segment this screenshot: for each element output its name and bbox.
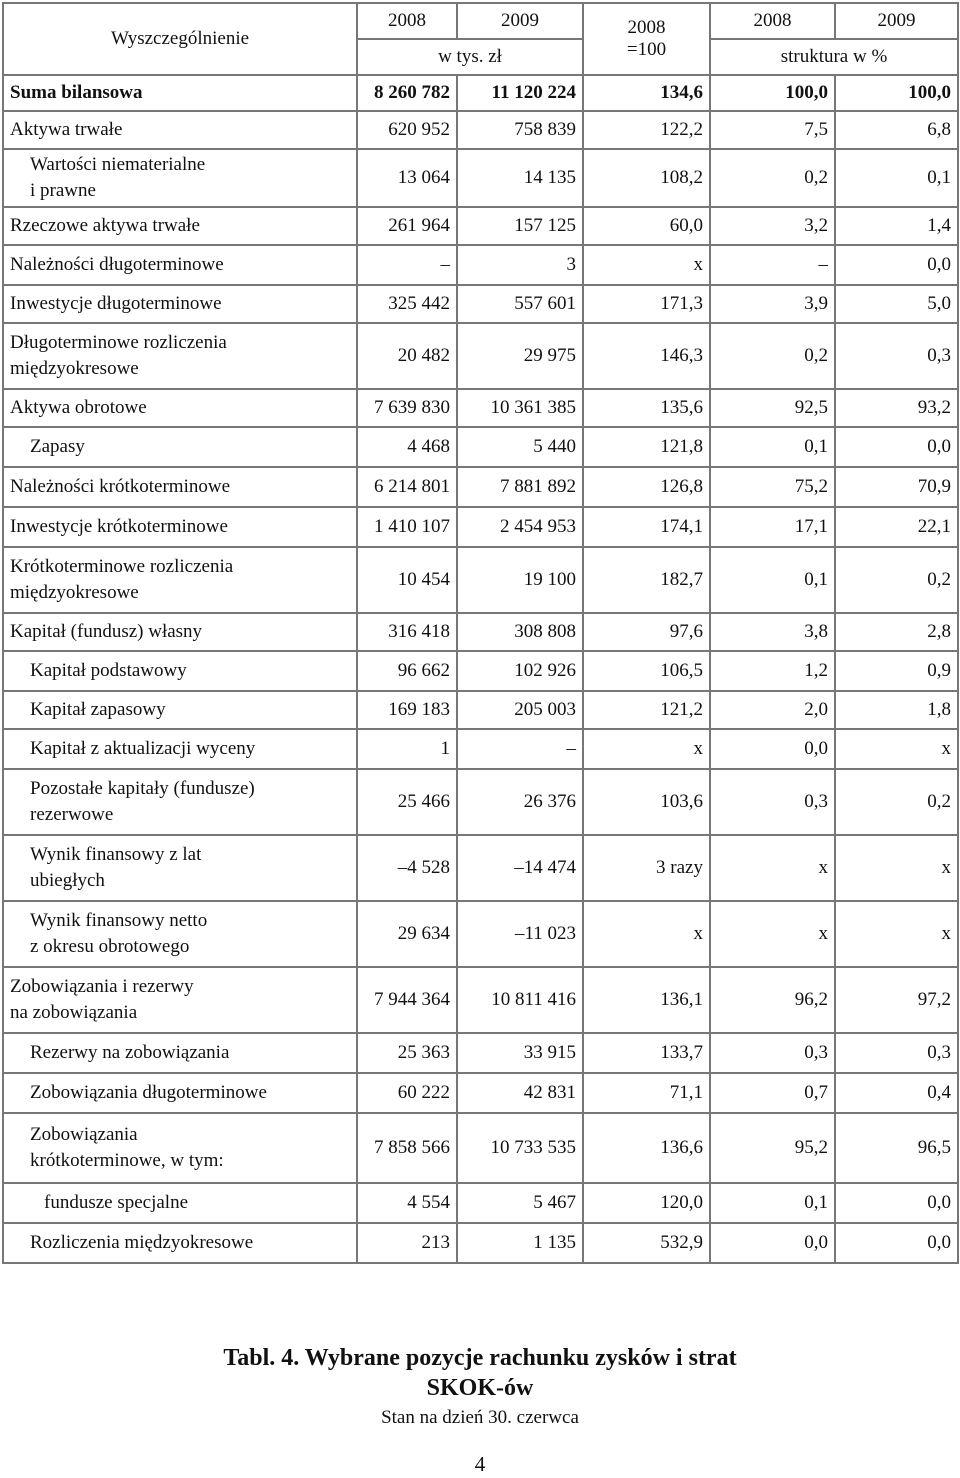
row-label: fundusze specjalne — [3, 1183, 357, 1223]
value-2009: 2 454 953 — [457, 507, 583, 547]
table-row — [3, 389, 958, 427]
value-2009: 308 808 — [457, 613, 583, 651]
structure-2008: 100,0 — [710, 75, 835, 111]
header-unit-structure: struktura w % — [710, 39, 958, 75]
table-row — [3, 967, 958, 1033]
row-label: Zobowiązania długoterminowe — [3, 1073, 357, 1113]
structure-2008: 0,1 — [710, 1183, 835, 1223]
table-row — [3, 1073, 958, 1113]
value-2009: 29 975 — [457, 323, 583, 389]
row-label: Należności długoterminowe — [3, 245, 357, 285]
row-label: Inwestycje krótkoterminowe — [3, 507, 357, 547]
index-2008-100: 135,6 — [583, 389, 710, 427]
structure-2008: 7,5 — [710, 111, 835, 149]
row-label: Wartości niematerialne i prawne — [3, 149, 357, 207]
value-2008: 261 964 — [357, 207, 457, 245]
row-label: Należności krótkoterminowe — [3, 467, 357, 507]
value-2009: 102 926 — [457, 651, 583, 691]
value-2008: 7 639 830 — [357, 389, 457, 427]
table-row — [3, 835, 958, 901]
header-year-2009: 2009 — [457, 3, 583, 39]
table-row — [3, 323, 958, 389]
page-number: 4 — [474, 1452, 486, 1476]
structure-2008: 0,0 — [710, 729, 835, 769]
structure-2008: 0,0 — [710, 1223, 835, 1263]
row-label: Kapitał (fundusz) własny — [3, 613, 357, 651]
structure-2009: 0,2 — [835, 547, 958, 613]
index-2008-100: 122,2 — [583, 111, 710, 149]
structure-2009: 0,0 — [835, 1223, 958, 1263]
index-2008-100: 106,5 — [583, 651, 710, 691]
index-2008-100: 146,3 — [583, 323, 710, 389]
index-2008-100: x — [583, 245, 710, 285]
structure-2009: 2,8 — [835, 613, 958, 651]
value-2009: 5 440 — [457, 427, 583, 467]
row-label: Kapitał z aktualizacji wyceny — [3, 729, 357, 769]
table-body — [3, 75, 958, 1263]
index-2008-100: 103,6 — [583, 769, 710, 835]
header-year-2008: 2008 — [357, 3, 457, 39]
value-2009: 205 003 — [457, 691, 583, 729]
index-2008-100: 532,9 — [583, 1223, 710, 1263]
row-label: Rezerwy na zobowiązania — [3, 1033, 357, 1073]
value-2009: 1 135 — [457, 1223, 583, 1263]
row-label: Wynik finansowy netto z okresu obrotowego — [3, 901, 357, 967]
row-label: Kapitał zapasowy — [3, 691, 357, 729]
index-2008-100: 60,0 — [583, 207, 710, 245]
structure-2008: 3,2 — [710, 207, 835, 245]
table-row — [3, 285, 958, 323]
value-2008: 25 466 — [357, 769, 457, 835]
structure-2009: 0,3 — [835, 323, 958, 389]
structure-2009: 0,3 — [835, 1033, 958, 1073]
structure-2009: 6,8 — [835, 111, 958, 149]
value-2009: 557 601 — [457, 285, 583, 323]
structure-2009: 0,2 — [835, 769, 958, 835]
table-caption-title: Tabl. 4. Wybrane pozycje rachunku zysków i strat — [223, 1345, 737, 1371]
structure-2008: 0,1 — [710, 427, 835, 467]
value-2009: 42 831 — [457, 1073, 583, 1113]
table-row — [3, 1183, 958, 1223]
structure-2008: 0,2 — [710, 149, 835, 207]
value-2009: –14 474 — [457, 835, 583, 901]
index-2008-100: 126,8 — [583, 467, 710, 507]
structure-2008: 96,2 — [710, 967, 835, 1033]
value-2009: 26 376 — [457, 769, 583, 835]
value-2008: 8 260 782 — [357, 75, 457, 111]
structure-2008: 0,7 — [710, 1073, 835, 1113]
table-row — [3, 691, 958, 729]
table-row — [3, 547, 958, 613]
structure-2008: – — [710, 245, 835, 285]
value-2008: 4 554 — [357, 1183, 457, 1223]
structure-2008: 0,3 — [710, 769, 835, 835]
value-2008: 96 662 — [357, 651, 457, 691]
value-2009: 157 125 — [457, 207, 583, 245]
table-row — [3, 1033, 958, 1073]
table-row — [3, 75, 958, 111]
header-structure-2009: 2009 — [835, 3, 958, 39]
index-2008-100: 182,7 — [583, 547, 710, 613]
structure-2008: 3,8 — [710, 613, 835, 651]
row-label: Rozliczenia międzyokresowe — [3, 1223, 357, 1263]
index-2008-100: 133,7 — [583, 1033, 710, 1073]
table-row — [3, 769, 958, 835]
structure-2008: 3,9 — [710, 285, 835, 323]
value-2008: 6 214 801 — [357, 467, 457, 507]
value-2009: 33 915 — [457, 1033, 583, 1073]
table-row — [3, 1223, 958, 1263]
structure-2008: 2,0 — [710, 691, 835, 729]
row-label: Aktywa obrotowe — [3, 389, 357, 427]
value-2008: 169 183 — [357, 691, 457, 729]
table-row — [3, 245, 958, 285]
index-2008-100: 171,3 — [583, 285, 710, 323]
value-2008: 1 — [357, 729, 457, 769]
index-2008-100: 121,8 — [583, 427, 710, 467]
index-2008-100: 120,0 — [583, 1183, 710, 1223]
value-2008: 60 222 — [357, 1073, 457, 1113]
structure-2009: 0,0 — [835, 1183, 958, 1223]
structure-2008: 1,2 — [710, 651, 835, 691]
value-2009: 10 361 385 — [457, 389, 583, 427]
value-2009: 19 100 — [457, 547, 583, 613]
structure-2008: x — [710, 901, 835, 967]
value-2008: 10 454 — [357, 547, 457, 613]
structure-2009: 100,0 — [835, 75, 958, 111]
index-2008-100: 108,2 — [583, 149, 710, 207]
table-row — [3, 467, 958, 507]
structure-2009: x — [835, 729, 958, 769]
structure-2008: 0,3 — [710, 1033, 835, 1073]
header-item-label: Wyszczególnienie — [3, 3, 357, 75]
index-2008-100: 97,6 — [583, 613, 710, 651]
index-2008-100: 71,1 — [583, 1073, 710, 1113]
table-row — [3, 729, 958, 769]
row-label: Wynik finansowy z lat ubiegłych — [3, 835, 357, 901]
row-label: Zapasy — [3, 427, 357, 467]
row-label: Pozostałe kapitały (fundusze) rezerwowe — [3, 769, 357, 835]
value-2009: 5 467 — [457, 1183, 583, 1223]
header-index-bottom: =100 — [626, 39, 667, 60]
index-2008-100: 134,6 — [583, 75, 710, 111]
value-2008: 29 634 — [357, 901, 457, 967]
structure-2009: 5,0 — [835, 285, 958, 323]
value-2009: 7 881 892 — [457, 467, 583, 507]
row-label: Długoterminowe rozliczenia międzyokresowe — [3, 323, 357, 389]
index-2008-100: 3 razy — [583, 835, 710, 901]
index-2008-100: 174,1 — [583, 507, 710, 547]
structure-2008: 0,1 — [710, 547, 835, 613]
structure-2009: 0,9 — [835, 651, 958, 691]
row-label: Suma bilansowa — [3, 75, 357, 111]
structure-2009: 1,8 — [835, 691, 958, 729]
value-2009: 3 — [457, 245, 583, 285]
structure-2009: 0,1 — [835, 149, 958, 207]
index-2008-100: x — [583, 901, 710, 967]
balance-sheet-table — [2, 2, 959, 1264]
structure-2009: x — [835, 835, 958, 901]
value-2008: 620 952 — [357, 111, 457, 149]
value-2008: 20 482 — [357, 323, 457, 389]
value-2009: 758 839 — [457, 111, 583, 149]
value-2008: – — [357, 245, 457, 285]
index-2008-100: 136,6 — [583, 1113, 710, 1183]
structure-2009: 97,2 — [835, 967, 958, 1033]
value-2009: 10 811 416 — [457, 967, 583, 1033]
table-caption-date: Stan na dzień 30. czerwca — [381, 1407, 579, 1428]
structure-2009: 0,0 — [835, 245, 958, 285]
structure-2008: 17,1 — [710, 507, 835, 547]
value-2008: 7 858 566 — [357, 1113, 457, 1183]
value-2008: 4 468 — [357, 427, 457, 467]
table-row — [3, 1113, 958, 1183]
value-2008: 13 064 — [357, 149, 457, 207]
table-row — [3, 507, 958, 547]
value-2009: 11 120 224 — [457, 75, 583, 111]
value-2009: 14 135 — [457, 149, 583, 207]
value-2008: 7 944 364 — [357, 967, 457, 1033]
structure-2008: 92,5 — [710, 389, 835, 427]
structure-2009: 93,2 — [835, 389, 958, 427]
table-row — [3, 427, 958, 467]
value-2008: 1 410 107 — [357, 507, 457, 547]
header-unit-thousands: w tys. zł — [357, 39, 583, 75]
table-row — [3, 111, 958, 149]
value-2009: –11 023 — [457, 901, 583, 967]
row-label: Aktywa trwałe — [3, 111, 357, 149]
structure-2009: 0,4 — [835, 1073, 958, 1113]
structure-2008: 0,2 — [710, 323, 835, 389]
row-label: Krótkoterminowe rozliczenia międzyokresowe — [3, 547, 357, 613]
table-row — [3, 901, 958, 967]
index-2008-100: x — [583, 729, 710, 769]
row-label: Zobowiązania i rezerwy na zobowiązania — [3, 967, 357, 1033]
table-caption-subtitle: SKOK-ów — [426, 1375, 534, 1401]
row-label: Inwestycje długoterminowe — [3, 285, 357, 323]
header-index-top: 2008 — [627, 17, 666, 38]
structure-2009: x — [835, 901, 958, 967]
structure-2009: 1,4 — [835, 207, 958, 245]
structure-2009: 0,0 — [835, 427, 958, 467]
structure-2009: 70,9 — [835, 467, 958, 507]
structure-2009: 22,1 — [835, 507, 958, 547]
index-2008-100: 121,2 — [583, 691, 710, 729]
row-label: Zobowiązania krótkoterminowe, w tym: — [3, 1113, 357, 1183]
value-2009: 10 733 535 — [457, 1113, 583, 1183]
value-2008: 316 418 — [357, 613, 457, 651]
table-row — [3, 651, 958, 691]
structure-2008: x — [710, 835, 835, 901]
header-index — [583, 3, 710, 75]
row-label: Rzeczowe aktywa trwałe — [3, 207, 357, 245]
structure-2008: 75,2 — [710, 467, 835, 507]
table-row — [3, 207, 958, 245]
index-2008-100: 136,1 — [583, 967, 710, 1033]
table-row — [3, 149, 958, 207]
value-2008: 325 442 — [357, 285, 457, 323]
value-2009: – — [457, 729, 583, 769]
structure-2008: 95,2 — [710, 1113, 835, 1183]
table-row — [3, 613, 958, 651]
value-2008: 213 — [357, 1223, 457, 1263]
value-2008: –4 528 — [357, 835, 457, 901]
structure-2009: 96,5 — [835, 1113, 958, 1183]
header-structure-2008: 2008 — [710, 3, 835, 39]
row-label: Kapitał podstawowy — [3, 651, 357, 691]
value-2008: 25 363 — [357, 1033, 457, 1073]
